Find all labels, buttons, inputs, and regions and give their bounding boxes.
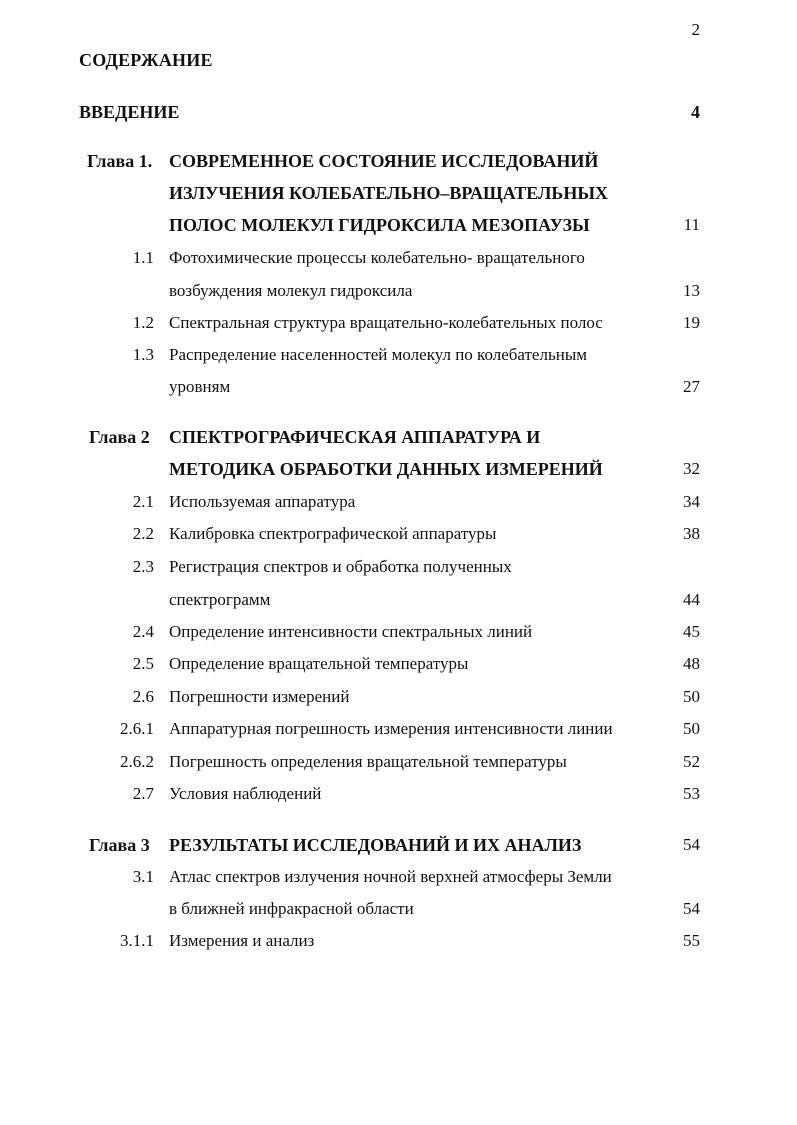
toc-section-2-6 xyxy=(0,686,797,718)
toc-section-1-2 xyxy=(0,312,797,344)
chapter-title-line: ИЗЛУЧЕНИЯ КОЛЕБАТЕЛЬНО–ВРАЩАТЕЛЬНЫХ xyxy=(169,183,608,203)
section-number: 3.1 xyxy=(132,867,154,886)
toc-section-3-1 xyxy=(0,866,797,898)
section-title-line: Распределение населенностей молекул по колебательным xyxy=(169,345,587,364)
section-title-line: Определение интенсивности спектральных линий xyxy=(169,622,533,641)
toc-section-2-3-line-2 xyxy=(0,589,797,621)
section-number: 1.1 xyxy=(132,248,154,267)
toc-entry-label: ВВЕДЕНИЕ xyxy=(79,102,180,122)
section-page: 19 xyxy=(683,313,700,332)
toc-entry-page: 4 xyxy=(691,102,700,122)
section-title-line: Атлас спектров излучения ночной верхней атмосферы Земли xyxy=(169,867,612,886)
section-page: 13 xyxy=(683,281,700,300)
section-title-line: Спектральная структура вращательно-колебательных полос xyxy=(169,313,603,332)
toc-chapter-1-line-2 xyxy=(0,182,797,214)
section-number: 2.6.2 xyxy=(120,752,154,771)
chapter-number: Глава 1. xyxy=(87,151,153,171)
chapter-title-line: СПЕКТРОГРАФИЧЕСКАЯ АППАРАТУРА И xyxy=(169,427,541,447)
section-number: 2.6 xyxy=(132,687,154,706)
section-title-line: Измерения и анализ xyxy=(169,931,315,950)
toc-section-2-5 xyxy=(0,653,797,685)
section-title-line: Определение вращательной температуры xyxy=(169,654,469,673)
toc-chapter-2 xyxy=(0,426,797,458)
section-title-line: Фотохимические процессы колебательно- вращательного xyxy=(169,248,585,267)
section-title-line: Используемая аппаратура xyxy=(169,492,356,511)
toc-section-2-2 xyxy=(0,523,797,555)
section-number: 2.3 xyxy=(132,557,154,576)
chapter-page: 11 xyxy=(683,215,700,234)
toc-chapter-3 xyxy=(0,834,797,866)
toc-title: СОДЕРЖАНИЕ xyxy=(79,50,213,70)
page-number: 2 xyxy=(691,20,700,39)
section-page: 50 xyxy=(683,687,700,706)
section-title-line: Погрешности измерений xyxy=(169,687,350,706)
toc-section-1-3 xyxy=(0,344,797,376)
section-number: 2.7 xyxy=(132,784,154,803)
toc-section-2-4 xyxy=(0,621,797,653)
section-page: 54 xyxy=(683,899,700,918)
section-page: 50 xyxy=(683,719,700,738)
chapter-number: Глава 2 xyxy=(89,427,150,447)
chapter-title-line: ПОЛОС МОЛЕКУЛ ГИДРОКСИЛА МЕЗОПАУЗЫ xyxy=(169,215,590,235)
section-title-line: уровням xyxy=(169,377,231,396)
toc-section-1-3-line-2 xyxy=(0,376,797,408)
toc-section-2-7 xyxy=(0,783,797,815)
toc-section-3-1-line-2 xyxy=(0,898,797,930)
section-number: 2.1 xyxy=(132,492,154,511)
section-page: 34 xyxy=(683,492,700,511)
chapter-number: Глава 3 xyxy=(89,835,150,855)
chapter-title-line: РЕЗУЛЬТАТЫ ИССЛЕДОВАНИЙ И ИХ АНАЛИЗ xyxy=(169,835,582,855)
toc-section-1-1 xyxy=(0,247,797,279)
section-number: 1.2 xyxy=(132,313,154,332)
toc-section-2-6-2 xyxy=(0,751,797,783)
section-title-line: Аппаратурная погрешность измерения интенсивности линии xyxy=(169,719,613,738)
section-title-line: Калибровка спектрографической аппаратуры xyxy=(169,524,497,543)
toc-section-3-1-1 xyxy=(0,930,797,962)
toc-entry-introduction xyxy=(0,101,797,133)
section-title-line: Регистрация спектров и обработка полученных xyxy=(169,557,512,576)
section-page: 55 xyxy=(683,931,700,950)
section-page: 27 xyxy=(683,377,700,396)
chapter-title-line: МЕТОДИКА ОБРАБОТКИ ДАННЫХ ИЗМЕРЕНИЙ xyxy=(169,459,603,479)
section-page: 45 xyxy=(683,622,700,641)
section-page: 44 xyxy=(683,590,700,609)
section-title-line: в ближней инфракрасной области xyxy=(169,899,414,918)
section-title-line: спектрограмм xyxy=(169,590,271,609)
section-page: 52 xyxy=(683,752,700,771)
section-page: 48 xyxy=(683,654,700,673)
section-title-line: возбуждения молекул гидроксила xyxy=(169,281,413,300)
toc-section-2-3 xyxy=(0,556,797,588)
toc-chapter-2-line-2 xyxy=(0,458,797,490)
toc-section-2-6-1 xyxy=(0,718,797,750)
chapter-page: 32 xyxy=(683,459,700,478)
toc-chapter-1-line-3 xyxy=(0,214,797,246)
toc-chapter-1 xyxy=(0,150,797,182)
toc-section-1-1-line-2 xyxy=(0,280,797,312)
section-number: 3.1.1 xyxy=(120,931,154,950)
toc-section-2-1 xyxy=(0,491,797,523)
section-number: 2.2 xyxy=(132,524,154,543)
chapter-title-line: СОВРЕМЕННОЕ СОСТОЯНИЕ ИССЛЕДОВАНИЙ xyxy=(169,151,599,171)
section-number: 2.6.1 xyxy=(120,719,154,738)
section-page: 53 xyxy=(683,784,700,803)
section-title-line: Условия наблюдений xyxy=(169,784,322,803)
section-title-line: Погрешность определения вращательной температуры xyxy=(169,752,567,771)
chapter-page: 54 xyxy=(683,835,700,854)
section-number: 1.3 xyxy=(132,345,154,364)
section-page: 38 xyxy=(683,524,700,543)
section-number: 2.4 xyxy=(132,622,154,641)
section-number: 2.5 xyxy=(132,654,154,673)
